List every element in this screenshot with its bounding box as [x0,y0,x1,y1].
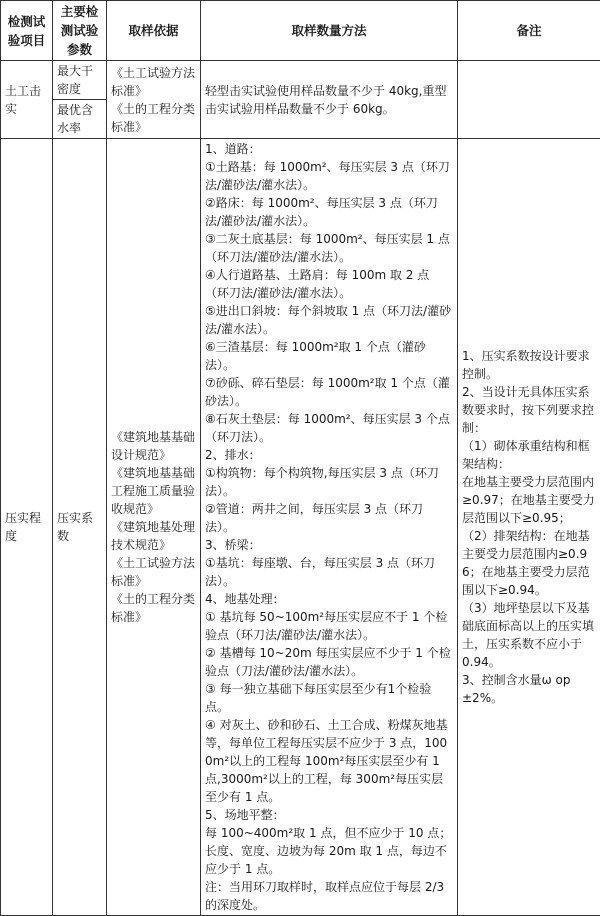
basis-item: 《建筑地基基础工程施工质量验收规范》 [111,464,196,518]
method-line: 4、地基处理： [205,590,453,608]
header-sampling-basis: 取样依据 [107,1,201,61]
basis-item: 《土的工程分类标准》 [111,100,196,136]
remarks-line: 1、压实系数按设计要求控制。 [462,347,596,383]
remarks-line: （3）地坪垫层以下及基础底面标高以上的压实填土，压实系数不应小于 0.94。 [462,599,596,671]
method-line: ① 基坑每 50~100m²每压实层应不于 1 个检验点（环刀法/灌砂法/灌水法）。 [205,608,453,644]
cell-param: 压实系数 [53,139,107,916]
method-line: ①土路基：每 1000m²、每压实层 3 点（环刀法/灌砂法/灌水法）。 [205,158,453,194]
method-line: 2、排水： [205,446,453,464]
header-main-params: 主要检测试验参数 [53,1,107,61]
basis-item: 《建筑地基处理技术规范》 [111,518,196,554]
method-line: ②路床：每 1000m²、每压实层 3 点（环刀法/灌砂法/灌水法）。 [205,194,453,230]
table-row [1,61,600,100]
method-line: ①基坑：每座墩、台，每压实层 3 点（环刀法）。 [205,554,453,590]
method-line: ②管道：两井之间，每压实层 3 点（环刀法）。 [205,500,453,536]
method-line: ⑤进出口斜坡：每个斜坡取 1 点（环刀法/灌砂法/灌水法）。 [205,302,453,338]
method-line: ⑦砂砾、碎石垫层：每 1000m²取 1 个点（灌砂法）。 [205,374,453,410]
cell-test-item: 土工击实 [1,61,53,139]
basis-item: 《建筑地基基础设计规范》 [111,428,196,464]
method-line: ⑧石灰土垫层：每 1000m²、每压实层 3 个点（环刀法）。 [205,410,453,446]
cell-remarks [458,61,600,139]
table-row [1,139,600,916]
header-remarks: 备注 [458,1,600,61]
header-sampling-method: 取样数量方法 [201,1,458,61]
method-line: ③二灰土底基层：每 1000m²、每压实层 1 点（环刀法/灌砂法/灌水法）。 [205,230,453,266]
remarks-line: （2）排架结构：在地基主要受力层范围内≥0.96；在地基主要受力层范围以下≥0.94。 [462,527,596,599]
cell-remarks [458,139,600,916]
remarks-line: （1）砌体承重结构和框架结构： [462,437,596,473]
cell-test-item: 压实程度 [1,139,53,916]
method-line: ③ 每一独立基础下每压实层至少有1个检验点。 [205,680,453,716]
method-line: 每 100~400m²取 1 点，但不应少于 10 点；长度、宽度、边坡为每 20m 取 1 点，每边不应少于 1 点。 [205,824,453,878]
method-line: ①构筑物：每个构筑物,每压实层 3 点（环刀法）。 [205,464,453,500]
basis-item: 《土工试验方法标准》 [111,64,196,100]
basis-item: 《土的工程分类标准》 [111,590,196,626]
cell-param: 最大干密度 [53,61,107,100]
remarks-line: 2、当设计无具体压实系数要求时，按下列要求控制： [462,383,596,437]
cell-basis [107,61,201,139]
remarks-line: 3、控制含水量ω op±2%。 [462,671,596,707]
method-line: 注：当用环刀取样时，取样点应位于每层 2/3 的深度处。 [205,878,453,914]
basis-item: 《土工试验方法标准》 [111,554,196,590]
method-line: 5、场地平整： [205,806,453,824]
method-line: 1、道路： [205,140,453,158]
method-line: ⑥三渣基层：每 1000m²取 1 个点（灌砂法）。 [205,338,453,374]
remarks-line: 在地基主要受力层范围内≥0.97；在地基主要受力层范围以下≥0.95； [462,473,596,527]
header-test-item: 检测试验项目 [1,1,53,61]
cell-basis [107,139,201,916]
header-row [1,1,600,61]
cell-param: 最优含水率 [53,100,107,139]
method-line: ④人行道路基、土路肩：每 100m 取 2 点（环刀法/灌砂法/灌水法）。 [205,266,453,302]
method-line: ④ 对灰土、砂和砂石、土工合成、粉煤灰地基等，每单位工程每压实层不应少于 3 点，1000m²以上的工程每 100m²每压实层至少有 1 点,3000m²以上的工程，每 300m²每压实层至少有 1 点。 [205,716,453,806]
method-line: ② 基槽每 10~20m 每压实层应不少于 1 个检验点（刀法/灌砂法/灌水法）。 [205,644,453,680]
cell-method: 轻型击实试验使用样品数量不少于 40kg,重型击实试验用样品数量不少于 60kg。 [201,61,458,139]
cell-method [201,139,458,916]
method-line: 3、桥梁： [205,536,453,554]
